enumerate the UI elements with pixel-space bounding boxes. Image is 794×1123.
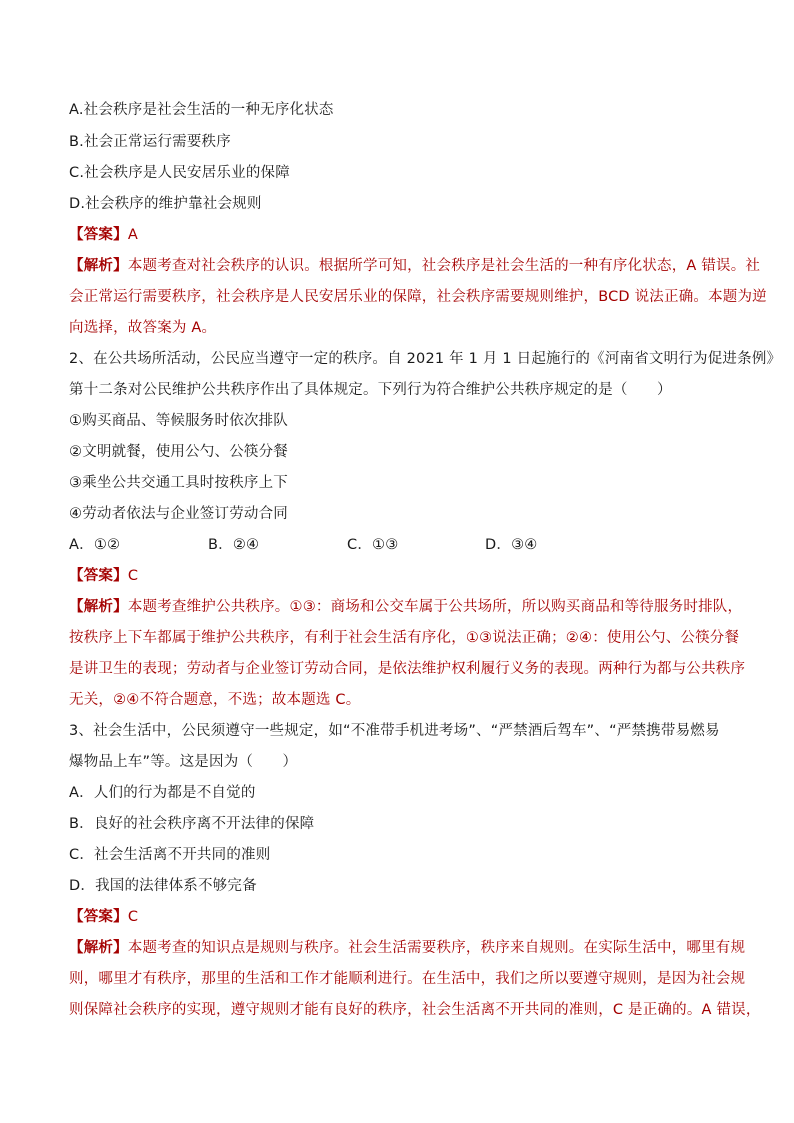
q2-stem-line-1: 2、在公共场所活动，公民应当遵守一定的秩序。自 2021 年 1 月 1 日起施行的《河南省文明行为促进条例》 xyxy=(69,351,782,367)
q1-option-b: B.社会正常运行需要秩序 xyxy=(69,134,231,150)
q3-analysis-line-2: 则，哪里才有秩序，那里的生活和工作才能顺利进行。在生活中，我们之所以要遵守规则，是因为社会规 xyxy=(69,971,746,987)
q3-analysis-text-1: 本题考查的知识点是规则与秩序。社会生活需要秩序，秩序来自规则。在实际生活中，哪里有规 xyxy=(127,940,746,956)
q3-answer-line xyxy=(69,907,138,927)
q2-analysis-text-1: 本题考查维护公共秩序。①③：商场和公交车属于公共场所，所以购买商品和等待服务时排队， xyxy=(127,599,743,615)
q1-analysis-tag: 【解析】 xyxy=(69,258,128,274)
q1-analysis-line-1 xyxy=(69,256,760,276)
q2-statement-3: ③乘坐公共交通工具时按秩序上下 xyxy=(69,475,288,491)
q1-answer-tag: 【答案】 xyxy=(69,227,128,243)
q3-analysis-line-3: 则保障社会秩序的实现，遵守规则才能有良好的秩序，社会生活离不开共同的准则，C 是正确的。A 错误， xyxy=(69,1002,761,1018)
q3-option-b: B．良好的社会秩序离不开法律的保障 xyxy=(69,816,315,832)
q2-analysis-tag: 【解析】 xyxy=(69,599,128,615)
q1-analysis-line-3: 向选择，故答案为 A。 xyxy=(69,320,217,336)
q1-option-c: C.社会秩序是人民安居乐业的保障 xyxy=(69,165,290,181)
q2-statement-4: ④劳动者依法与企业签订劳动合同 xyxy=(69,506,288,522)
q3-answer-value: C xyxy=(127,909,139,925)
q3-option-d: D．我国的法律体系不够完备 xyxy=(69,878,257,894)
q2-choice-c: C．①③ xyxy=(347,537,399,553)
q2-analysis-line-2: 按秩序上下车都属于维护公共秩序，有利于社会生活有序化，①③说法正确；②④：使用公勺、公筷分餐 xyxy=(69,630,740,646)
q2-statement-2: ②文明就餐，使用公勺、公筷分餐 xyxy=(69,444,288,460)
q3-option-c: C．社会生活离不开共同的准则 xyxy=(69,847,271,863)
q3-answer-tag: 【答案】 xyxy=(69,909,128,925)
q2-choices-row xyxy=(69,535,729,555)
q1-answer-line xyxy=(69,225,138,245)
q2-analysis-line-1 xyxy=(69,597,742,617)
q2-choice-d: D．③④ xyxy=(485,537,538,553)
q2-answer-value: C xyxy=(127,568,139,584)
q1-option-a: A.社会秩序是社会生活的一种无序化状态 xyxy=(69,102,334,118)
q2-choice-a: A．①② xyxy=(69,537,121,553)
q3-analysis-tag: 【解析】 xyxy=(69,940,128,956)
q3-option-a: A．人们的行为都是不自觉的 xyxy=(69,785,256,801)
q2-statement-1: ①购买商品、等候服务时依次排队 xyxy=(69,413,288,429)
q2-stem-line-2: 第十二条对公民维护公共秩序作出了具体规定。下列行为符合维护公共秩序规定的是（ ） xyxy=(69,382,672,398)
q1-answer-value: A xyxy=(127,227,138,243)
q1-option-d: D.社会秩序的维护靠社会规则 xyxy=(69,196,262,212)
q2-choice-b: B．②④ xyxy=(208,537,260,553)
q2-analysis-line-4: 无关，②④不符合题意，不选；故本题选 C。 xyxy=(69,692,361,708)
q2-answer-line xyxy=(69,566,138,586)
q1-analysis-line-2: 会正常运行需要秩序，社会秩序是人民安居乐业的保障，社会秩序需要规则维护，BCD 说法正确。本题为逆 xyxy=(69,289,767,305)
q3-stem-line-2: 爆物品上车”等。这是因为（ ） xyxy=(69,754,298,770)
q2-answer-tag: 【答案】 xyxy=(69,568,128,584)
q3-analysis-line-1 xyxy=(69,938,745,958)
q2-analysis-line-3: 是讲卫生的表现；劳动者与企业签订劳动合同，是依法维护权利履行义务的表现。两种行为都与公共秩序 xyxy=(69,661,746,677)
q1-analysis-text-1: 本题考查对社会秩序的认识。根据所学可知，社会秩序是社会生活的一种有序化状态，A 错误。社 xyxy=(127,258,761,274)
q3-stem-line-1: 3、社会生活中，公民须遵守一些规定，如“不准带手机进考场”、“严禁酒后驾车”、“严禁携带易燃易 xyxy=(69,723,720,739)
